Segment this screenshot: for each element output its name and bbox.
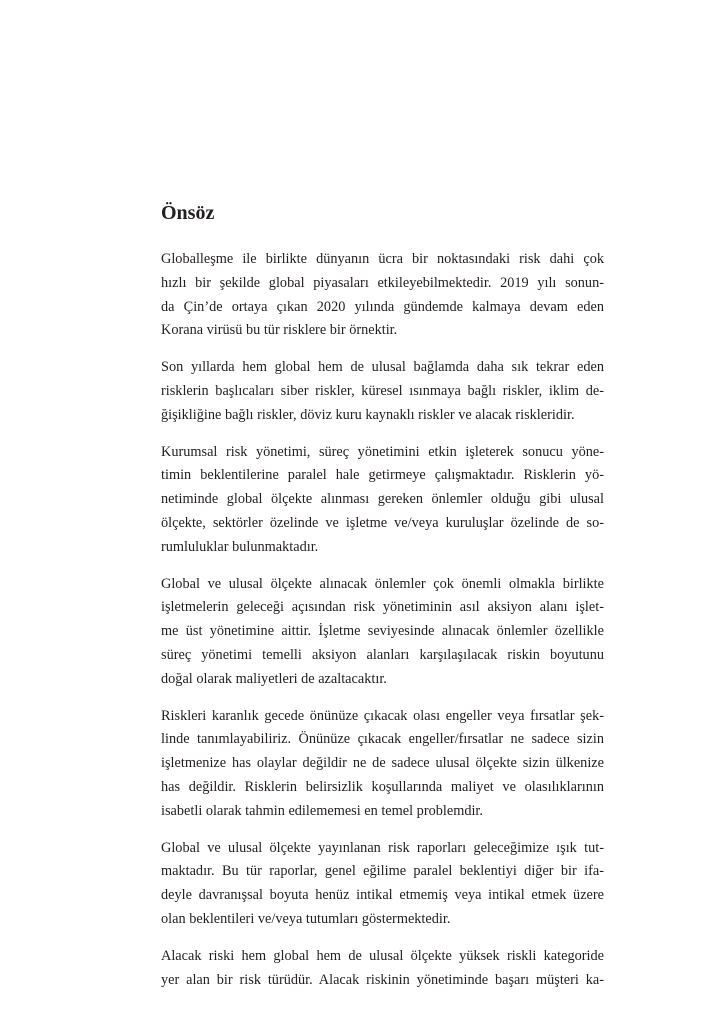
page-title: Önsöz [161,202,215,224]
text-line: Kurumsal risk yönetimi, süreç yönetimini etkin işleterek sonucu yöne- [161,443,604,460]
paragraph [161,837,604,932]
text-line: has değildir. Risklerin belirsizlik koşullarında maliyet ve olasılıklarının [161,778,604,795]
text-line: rumluluklar bulunmaktadır. [161,538,319,555]
text-line: Riskleri karanlık gecede önünüze çıkacak olası engeller veya fırsatlar şek- [161,707,604,724]
body-text [161,248,604,1005]
text-line: me üst yönetimine aittir. İşletme seviyesinde alınacak önlemler özellikle [161,623,604,640]
text-line: netiminde global ölçekte alınması gereken önlemler olduğu gibi ulusal [161,491,604,508]
paragraph [161,248,604,343]
text-line: Globalleşme ile birlikte dünyanın ücra bir noktasındaki risk dahi çok [161,251,604,267]
text-line: yer alan bir risk türüdür. Alacak riskinin yönetiminde başarı müşteri ka- [161,971,604,988]
paragraph [161,356,604,427]
text-line: süreç yönetimi temelli aksiyon alanları karşılaşılacak riskin boyutunu [161,646,604,663]
text-line: timin beklentilerine paralel hale getirmeye çalışmaktadır. Risklerin yö- [161,467,604,484]
text-line: linde tanımlayabiliriz. Önünüze çıkacak engeller/fırsatlar ne sadece sizin [161,731,604,748]
text-line: işletmelerin geleceği açısından risk yönetiminin asıl aksiyon alanı işlet- [161,599,604,616]
paragraph [161,441,604,560]
text-line: Alacak riski hem global hem de ulusal ölçekte yüksek riskli kategoride [161,947,604,964]
text-line: doğal olarak maliyetleri de azaltacaktır. [161,670,387,687]
text-line: işletmenize has olaylar değildir ne de sadece ulusal ölçekte sizin ülkenize [161,755,604,772]
text-line: hızlı bir şekilde global piyasaları etkileyebilmektedir. 2019 yılı sonun- [161,274,604,291]
text-line: Son yıllarda hem global hem de ulusal bağlamda daha sık tekrar eden [161,359,604,376]
text-line: risklerin başlıcaları siber riskler, küresel ısınmaya bağlı riskler, iklim de- [161,382,604,399]
text-line: da Çin’de ortaya çıkan 2020 yılında gündemde kalmaya devam eden [161,298,604,315]
paragraph [161,573,604,692]
paragraph [161,945,604,993]
text-line: Global ve ulusal ölçekte alınacak önlemler çok önemli olmakla birlikte [161,575,604,592]
text-line: ölçekte, sektörler özelinde ve işletme ve/veya kuruluşlar özelinde de so- [161,514,604,531]
text-line: maktadır. Bu tür raporlar, genel eğilime paralel beklentiyi diğer bir ifa- [161,863,604,880]
text-line: isabetli olarak tahmin edilememesi en temel problemdir. [161,802,483,819]
text-line: Global ve ulusal ölçekte yayınlanan risk raporları geleceğimize ışık tut- [161,839,604,856]
paragraph [161,705,604,824]
text-line: Korana virüsü bu tür risklere bir örnektir. [161,322,398,339]
text-line: ğişikliğine bağlı riskler, döviz kuru kaynaklı riskler ve alacak riskleridir. [161,406,575,423]
text-line: deyle davranışsal boyuta henüz intikal etmemiş veya intikal etmek üzere [161,887,604,904]
text-line: olan beklentileri ve/veya tutumları göstermektedir. [161,910,451,927]
